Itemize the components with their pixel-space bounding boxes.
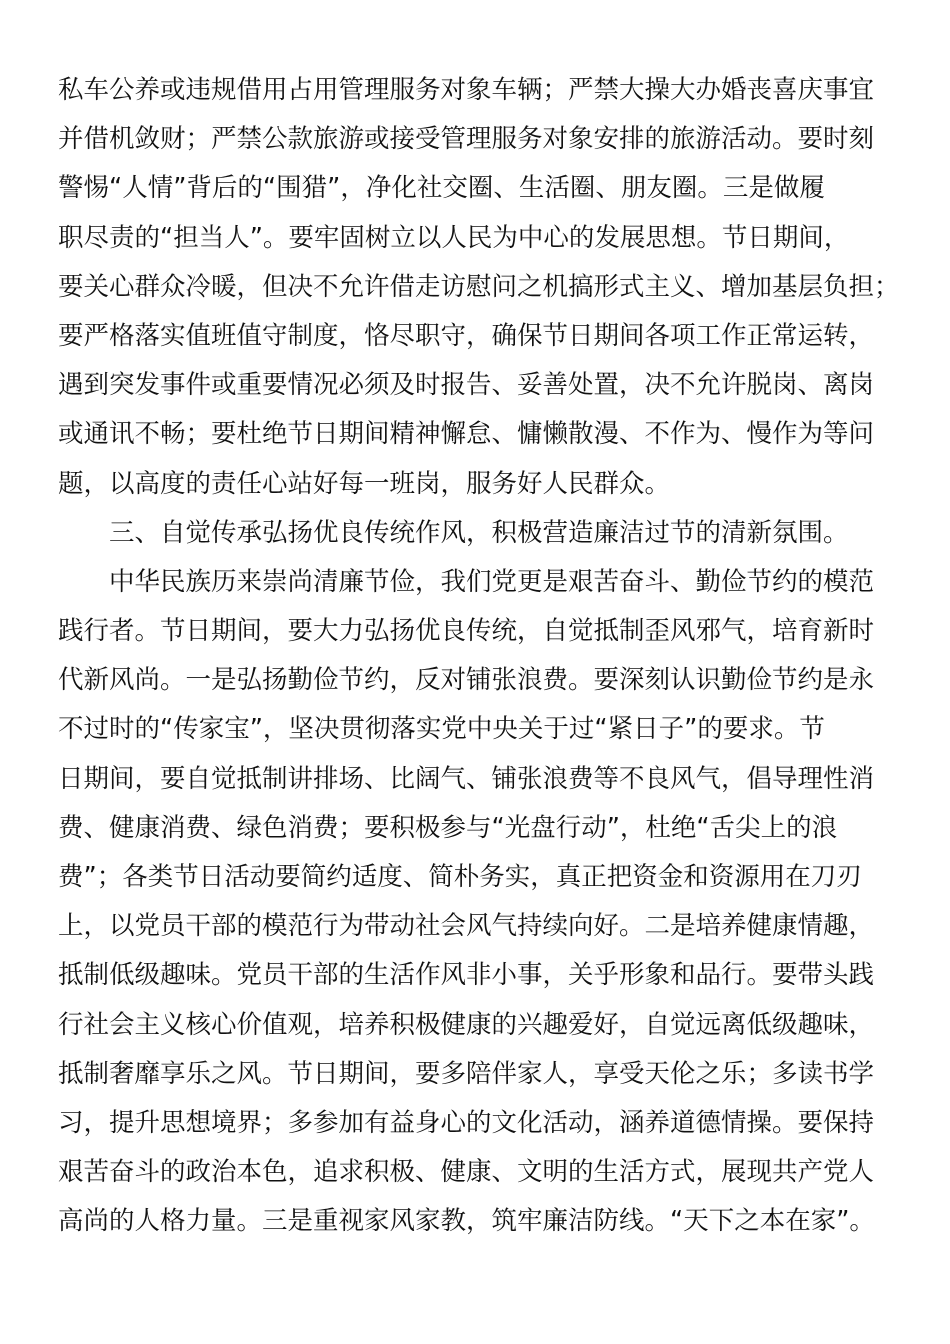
text-line: 代新风尚。一是弘扬勤俭节约，反对铺张浪费。要深刻认识勤俭节约是永 xyxy=(58,665,875,696)
section-heading: 三、自觉传承弘扬优良传统作风，积极营造廉洁过节的清新氛围。 xyxy=(109,517,849,548)
paragraph-first-line: 中华民族历来崇尚清廉节俭，我们党更是艰苦奋斗、勤俭节约的模范 xyxy=(109,566,875,597)
document-page xyxy=(58,66,898,1247)
text-line: 不过时的“传家宝”，坚决贯彻落实党中央关于过“紧日子”的要求。节 xyxy=(58,714,825,745)
text-line: 要关心群众冷暖，但决不允许借走访慰问之机搞形式主义、增加基层负担； xyxy=(58,271,900,302)
text-line: 践行者。节日期间，要大力弘扬优良传统，自觉抵制歪风邪气，培育新时 xyxy=(58,616,875,647)
text-line: 并借机敛财；严禁公款旅游或接受管理服务对象安排的旅游活动。要时刻 xyxy=(58,124,875,155)
text-line: 抵制奢靡享乐之风。节日期间，要多陪伴家人，享受天伦之乐；多读书学 xyxy=(58,1058,875,1089)
text-line: 艰苦奋斗的政治本色，追求积极、健康、文明的生活方式，展现共产党人 xyxy=(58,1157,875,1188)
text-line: 习，提升思想境界；多参加有益身心的文化活动，涵养道德情操。要保持 xyxy=(58,1107,875,1138)
text-line: 行社会主义核心价值观，培养积极健康的兴趣爱好，自觉远离低级趣味， xyxy=(58,1009,875,1040)
text-line: 费”；各类节日活动要简约适度、简朴务实，真正把资金和资源用在刀刃 xyxy=(58,862,862,892)
text-line: 遇到突发事件或重要情况必须及时报告、妥善处置，决不允许脱岗、离岗 xyxy=(58,370,875,401)
text-line: 上，以党员干部的模范行为带动社会风气持续向好。二是培养健康情趣， xyxy=(58,911,875,942)
text-line: 要严格落实值班值守制度，恪尽职守，确保节日期间各项工作正常运转， xyxy=(58,320,875,351)
text-line: 题，以高度的责任心站好每一班岗，服务好人民群众。 xyxy=(58,468,671,499)
text-line: 费、健康消费、绿色消费；要积极参与“光盘行动”，杜绝“舌尖上的浪 xyxy=(58,812,838,843)
text-line: 抵制低级趣味。党员干部的生活作风非小事，关乎形象和品行。要带头践 xyxy=(58,960,875,991)
text-line: 高尚的人格力量。三是重视家风家教，筑牢廉洁防线。“天下之本在家”。 xyxy=(58,1206,875,1237)
text-line: 职尽责的“担当人”。要牢固树立以人民为中心的发展思想。节日期间， xyxy=(58,222,850,253)
text-line: 私车公养或违规借用占用管理服务对象车辆；严禁大操大办婚丧喜庆事宜 xyxy=(58,75,875,105)
text-line: 日期间，要自觉抵制讲排场、比阔气、铺张浪费等不良风气，倡导理性消 xyxy=(58,763,875,794)
text-line: 警惕“人情”背后的“围猎”，净化社交圈、生活圈、朋友圈。三是做履 xyxy=(58,173,825,204)
text-line: 或通讯不畅；要杜绝节日期间精神懈怠、慵懒散漫、不作为、慢作为等问 xyxy=(58,419,875,450)
